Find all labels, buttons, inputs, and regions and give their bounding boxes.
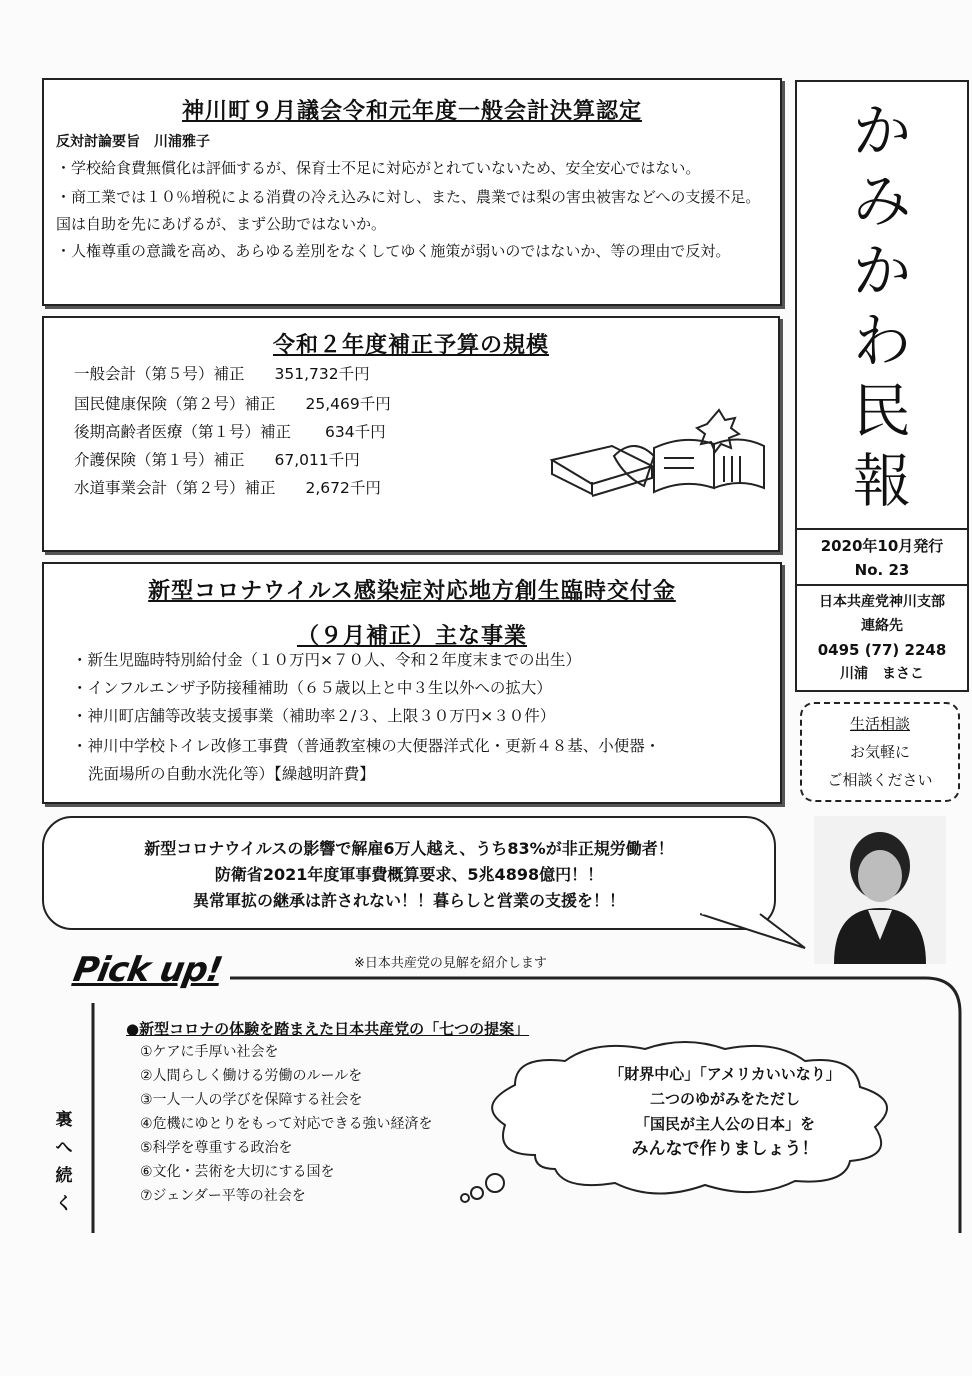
grant-title-2: （９月補正）主な事業 [296, 624, 527, 649]
headline-line-1: 新型コロナウイルスの影響で解雇6万人越え、うち83%が非正規労働者！ [144, 839, 674, 858]
budget-row: 後期高齢者医療（第１号）補正 634千円 [74, 423, 386, 441]
book-illustration [544, 398, 774, 508]
consultation-title: 生活相談 [849, 715, 910, 733]
consultation-box [800, 702, 960, 802]
portrait-photo [814, 816, 946, 964]
proposal-item: ③一人一人の学びを保障する社会を [140, 1092, 363, 1108]
budget-section [42, 316, 780, 552]
pickup-logo: Pick up! [70, 950, 225, 990]
proposal-item: ①ケアに手厚い社会を [140, 1044, 279, 1060]
settlement-title: 神川町９月議会令和元年度一般会計決算認定 [181, 99, 642, 124]
speech-bubble-tail [700, 912, 810, 952]
grant-item: ・新生児臨時特別給付金（１０万円×７０人、令和２年度末までの出生） [72, 651, 581, 669]
continued-on-back: 裏 へ 続 く [55, 1110, 73, 1214]
pickup-note: ※日本共産党の見解を紹介します [354, 956, 547, 971]
contact-label: 連絡先 [861, 618, 903, 634]
grant-title-1: 新型コロナウイルス感染症対応地方創生臨時交付金 [148, 579, 676, 604]
grant-item: ・神川中学校トイレ改修工事費（普通教室棟の大便器洋式化・更新４８基、小便器・ [72, 737, 661, 755]
grant-item: ・インフルエンザ予防接種補助（６５歳以上と中３生以外への拡大） [72, 679, 552, 697]
title-char: か [852, 97, 911, 165]
headline-line-3: 異常軍拡の継承は許されない！！暮らしと営業の支援を！！ [192, 891, 625, 910]
grant-section [42, 562, 782, 804]
budget-row: 一般会計（第５号）補正 351,732千円 [74, 365, 370, 383]
proposal-item: ⑥文化・芸術を大切にする国を [140, 1164, 335, 1180]
cloud-text [540, 1062, 910, 1162]
cloud-line-2: 二つのゆがみをただし [649, 1090, 800, 1108]
contact-info [797, 586, 967, 688]
budget-row: 国民健康保険（第２号）補正 25,469千円 [74, 395, 391, 413]
budget-row: 介護保険（第１号）補正 67,011千円 [74, 451, 360, 469]
title-char: わ [852, 307, 911, 375]
proposal-item: ⑦ジェンダー平等の社会を [140, 1188, 306, 1204]
cloud-line-4: みんなで作りましょう！ [631, 1139, 819, 1159]
consultation-line-1: お気軽に [849, 743, 910, 761]
settlement-point-3: ・人権尊重の意識を高め、あらゆる差別をなくしてゆく施策が弱いのではないか、等の理由で反対。 [56, 242, 731, 260]
headline-speech-bubble [42, 816, 776, 930]
title-char: 民 [852, 377, 911, 445]
headline-line-2: 防衛省2021年度軍事費概算要求、5兆4898億円！！ [214, 865, 604, 884]
cloud-line-1: 「財界中心」「アメリカいいなり」 [609, 1065, 841, 1083]
budget-title: 令和２年度補正予算の規模 [272, 333, 549, 358]
consultation-line-2: ご相談ください [827, 771, 933, 789]
proposal-item: ⑤科学を尊重する政治を [140, 1140, 293, 1156]
settlement-point-1: ・学校給食費無償化は評価するが、保育士不足に対応がとれていないため、安全安心ではない。 [56, 159, 701, 177]
title-char: み [852, 167, 911, 235]
person-silhouette-icon [814, 816, 946, 964]
pickup-heading: ●新型コロナの体験を踏まえた日本共産党の「七つの提案」 [126, 1020, 530, 1038]
grant-item: 洗面場所の自動水洗化等）【繰越明許費】 [88, 765, 375, 783]
settlement-point-2: ・商工業では１０％増税による消費の冷え込みに対し、また、農業では梨の害虫被害などへの支援不足。国は自助を先にあげるが、まず公助ではないか。 [56, 188, 761, 233]
issue-date: 2020年10月発行 [820, 537, 944, 555]
phone-number: 0495 (77) 2248 [817, 641, 947, 659]
issue-number: No. 23 [854, 561, 910, 579]
budget-row: 水道事業会計（第２号）補正 2,672千円 [74, 479, 381, 497]
proposal-item: ④危機にゆとりをもって対応できる強い経済を [140, 1116, 433, 1132]
title-char: 報 [852, 447, 911, 515]
cloud-line-3: 「国民が主人公の日本」を [634, 1115, 815, 1133]
masthead [795, 80, 969, 692]
settlement-section [42, 78, 782, 306]
org-name: 日本共産党神川支部 [819, 594, 945, 610]
masthead-title [797, 82, 967, 530]
contact-name: 川浦 まさこ [840, 666, 924, 682]
title-char: か [852, 237, 911, 305]
grant-item: ・神川町店舗等改装支援事業（補助率２/３、上限３０万円×３０件） [72, 707, 556, 725]
issue-info [797, 530, 967, 586]
settlement-subtitle: 反対討論要旨 川浦雅子 [56, 134, 210, 150]
proposal-item: ②人間らしく働ける労働のルールを [140, 1068, 363, 1084]
